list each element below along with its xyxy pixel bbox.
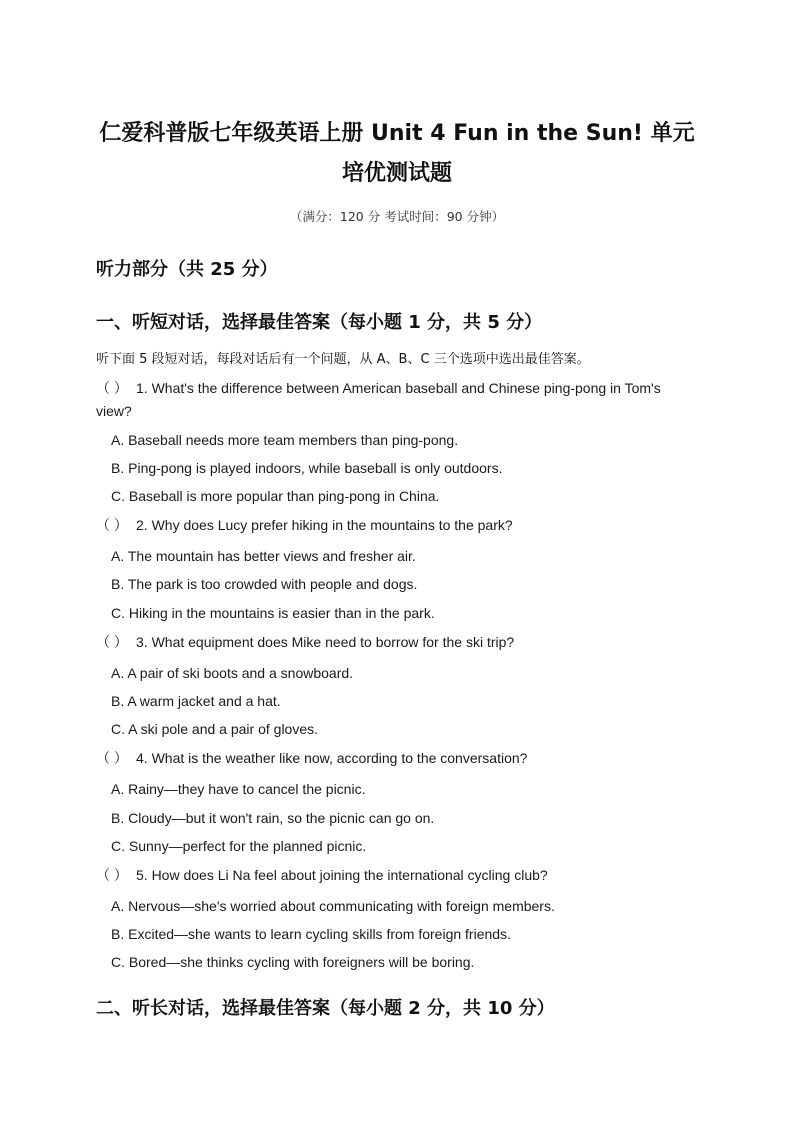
question-2-option-b: B. The park is too crowded with people and dogs.	[111, 576, 418, 592]
question-2-option-a: A. The mountain has better views and fresher air.	[111, 548, 416, 564]
document-title-line2: 培优测试题	[341, 161, 452, 186]
exam-info: （满分：120 分 考试时间：90 分钟）	[289, 209, 505, 224]
question-5-option-c: C. Bored—she thinks cycling with foreigners will be boring.	[111, 954, 475, 970]
answer-bracket: （ ）	[96, 517, 128, 533]
question-1-option-c: C. Baseball is more popular than ping-pong in China.	[111, 488, 440, 504]
answer-bracket: （ ）	[96, 750, 128, 766]
question-stem: 2. Why does Lucy prefer hiking in the mountains to the park?	[136, 517, 513, 533]
section1-instruction: 听下面 5 段短对话，每段对话后有一个问题，从 A、B、C 三个选项中选出最佳答案。	[96, 352, 590, 367]
question-stem: 1. What's the difference between American baseball and Chinese ping-pong in Tom's	[136, 380, 661, 396]
question-5-option-a: A. Nervous—she's worried about communicating with foreign members.	[111, 898, 555, 914]
question-3-option-c: C. A ski pole and a pair of gloves.	[111, 721, 319, 737]
question-4	[96, 748, 527, 768]
question-stem: 3. What equipment does Mike need to borrow for the ski trip?	[136, 634, 515, 650]
question-1	[96, 378, 661, 398]
question-5-option-b: B. Excited—she wants to learn cycling skills from foreign friends.	[111, 926, 511, 942]
question-stem: 5. How does Li Na feel about joining the international cycling club?	[136, 867, 548, 883]
question-4-option-a: A. Rainy—they have to cancel the picnic.	[111, 781, 366, 797]
question-2	[96, 515, 513, 535]
part-heading: 听力部分（共 25 分）	[96, 259, 278, 280]
question-1-option-a: A. Baseball needs more team members than ping-pong.	[111, 432, 459, 448]
question-5	[96, 865, 548, 885]
question-3	[96, 632, 514, 652]
section1-heading: 一、听短对话，选择最佳答案（每小题 1 分，共 5 分）	[96, 312, 543, 333]
answer-bracket: （ ）	[96, 380, 128, 396]
document-title-line1: 仁爱科普版七年级英语上册 Unit 4 Fun in the Sun! 单元	[99, 121, 695, 146]
question-1-stem-continued: view?	[96, 403, 132, 419]
answer-bracket: （ ）	[96, 867, 128, 883]
question-4-option-b: B. Cloudy—but it won't rain, so the picnic can go on.	[111, 810, 435, 826]
answer-bracket: （ ）	[96, 634, 128, 650]
question-stem: 4. What is the weather like now, according to the conversation?	[136, 750, 528, 766]
question-1-option-b: B. Ping-pong is played indoors, while baseball is only outdoors.	[111, 460, 503, 476]
question-2-option-c: C. Hiking in the mountains is easier than in the park.	[111, 605, 435, 621]
question-4-option-c: C. Sunny—perfect for the planned picnic.	[111, 838, 367, 854]
section2-heading: 二、听长对话，选择最佳答案（每小题 2 分，共 10 分）	[96, 998, 555, 1019]
question-3-option-b: B. A warm jacket and a hat.	[111, 693, 281, 709]
question-3-option-a: A. A pair of ski boots and a snowboard.	[111, 665, 354, 681]
